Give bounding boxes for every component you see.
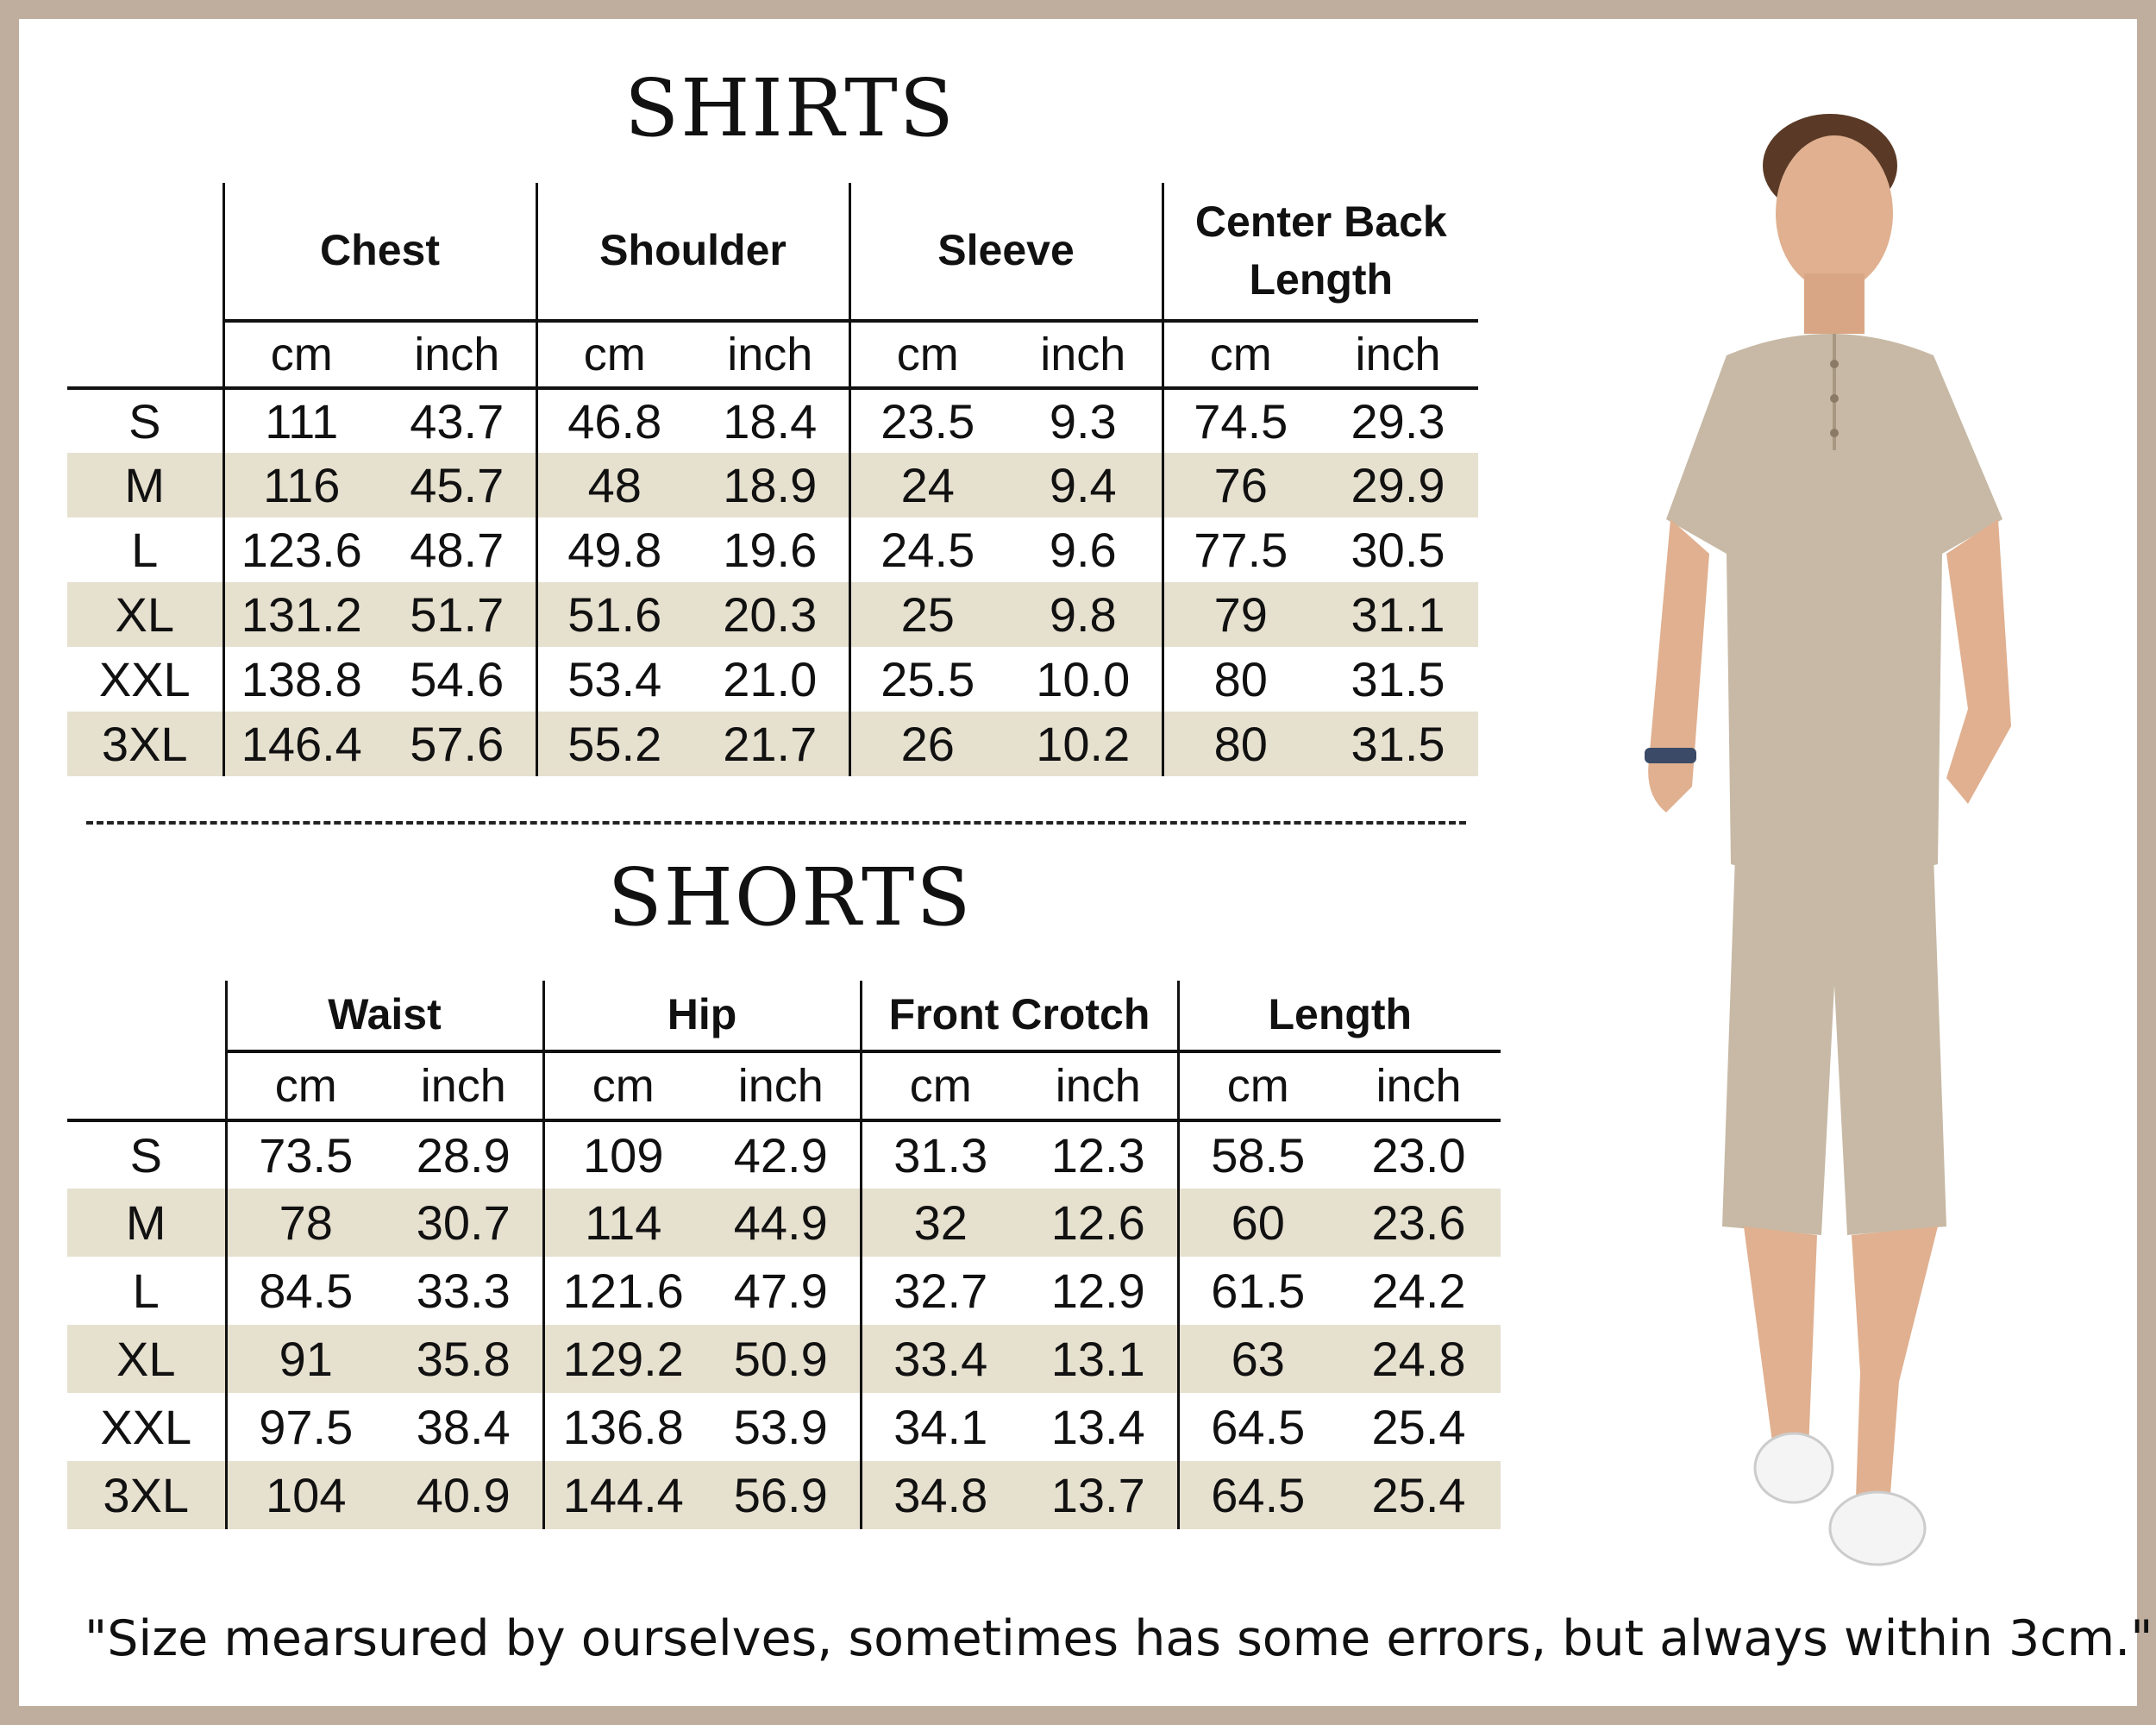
table-cell: 23.6 bbox=[1337, 1189, 1501, 1257]
size-label: XXL bbox=[98, 652, 191, 706]
table-cell: 84.5 bbox=[226, 1257, 385, 1325]
table-cell: 23.0 bbox=[1371, 1128, 1466, 1182]
shorts-size-table bbox=[67, 981, 1501, 1529]
table-cell: 97.5 bbox=[226, 1393, 385, 1461]
table-row bbox=[67, 1120, 1501, 1189]
table-cell: 9.4 bbox=[1005, 453, 1163, 518]
table-row bbox=[67, 1257, 1501, 1325]
unit-header: inch bbox=[1337, 1051, 1501, 1120]
size-label: 3XL bbox=[67, 712, 223, 776]
table-cell: 73.5 bbox=[226, 1120, 385, 1189]
shorts-title: SHORTS bbox=[607, 851, 973, 944]
table-row bbox=[67, 712, 1478, 776]
table-cell: 13.1 bbox=[1019, 1325, 1178, 1393]
model-figure bbox=[1645, 114, 2011, 1565]
shirts-title: SHIRTS bbox=[624, 62, 956, 154]
table-cell: 31.5 bbox=[1351, 652, 1445, 706]
table-cell: 109 bbox=[543, 1120, 702, 1189]
table-cell: 114 bbox=[543, 1189, 702, 1257]
table-cell: 38.4 bbox=[416, 1400, 511, 1454]
table-cell: 18.4 bbox=[723, 394, 818, 448]
column-group-header: Waist bbox=[226, 981, 543, 1051]
table-cell: 116 bbox=[223, 453, 379, 518]
table-cell: 51.6 bbox=[536, 582, 692, 647]
table-cell: 24.8 bbox=[1337, 1325, 1501, 1393]
table-cell: 10.2 bbox=[1005, 712, 1163, 776]
table-cell: 30.7 bbox=[385, 1189, 543, 1257]
table-cell: 91 bbox=[226, 1325, 385, 1393]
table-cell: 19.6 bbox=[723, 523, 818, 577]
unit-header: cm bbox=[1163, 321, 1318, 388]
table-cell: 21.0 bbox=[723, 652, 818, 706]
table-cell: 64.5 bbox=[1178, 1461, 1337, 1529]
table-cell: 49.8 bbox=[536, 518, 692, 582]
table-cell: 53.9 bbox=[733, 1400, 828, 1454]
table-cell: 13.4 bbox=[1050, 1400, 1145, 1454]
table-cell: 60 bbox=[1178, 1189, 1337, 1257]
unit-header: cm bbox=[536, 321, 692, 388]
table-row bbox=[67, 453, 1478, 518]
table-cell: 56.9 bbox=[702, 1461, 861, 1529]
table-cell: 33.4 bbox=[861, 1325, 1019, 1393]
table-cell: 31.1 bbox=[1318, 582, 1478, 647]
table-corner bbox=[67, 183, 223, 321]
table-cell: 20.3 bbox=[692, 582, 849, 647]
table-cell: 123.6 bbox=[223, 518, 379, 582]
table-row bbox=[67, 518, 1478, 582]
table-cell: 12.9 bbox=[1050, 1264, 1145, 1318]
table-row bbox=[67, 1461, 1501, 1529]
table-cell: 13.7 bbox=[1019, 1461, 1178, 1529]
size-label: S bbox=[128, 394, 161, 448]
table-cell: 121.6 bbox=[543, 1257, 702, 1325]
column-group-header: Center Back Length bbox=[1163, 183, 1478, 321]
table-cell: 34.8 bbox=[861, 1461, 1019, 1529]
table-cell: 12.3 bbox=[1050, 1128, 1145, 1182]
size-label: XL bbox=[67, 1325, 226, 1393]
table-cell: 63 bbox=[1178, 1325, 1337, 1393]
table-cell: 28.9 bbox=[416, 1128, 511, 1182]
table-cell: 80 bbox=[1163, 647, 1318, 712]
measurement-note: "Size mearsured by ourselves, sometimes has some errors, but always within 3cm." bbox=[85, 1610, 2153, 1667]
table-cell: 48 bbox=[536, 453, 692, 518]
unit-header: inch bbox=[692, 321, 849, 388]
table-cell: 111 bbox=[223, 388, 379, 453]
table-cell: 64.5 bbox=[1178, 1393, 1337, 1461]
unit-row-blank bbox=[67, 321, 223, 388]
table-cell: 29.3 bbox=[1351, 394, 1445, 448]
unit-header: cm bbox=[226, 1051, 385, 1120]
table-cell: 55.2 bbox=[536, 712, 692, 776]
table-cell: 104 bbox=[226, 1461, 385, 1529]
table-cell: 80 bbox=[1163, 712, 1318, 776]
column-group-header: Length bbox=[1178, 981, 1501, 1051]
table-cell: 30.5 bbox=[1351, 523, 1445, 577]
table-cell: 61.5 bbox=[1178, 1257, 1337, 1325]
table-cell: 32.7 bbox=[861, 1257, 1019, 1325]
table-cell: 24.5 bbox=[849, 518, 1005, 582]
table-cell: 48.7 bbox=[410, 523, 505, 577]
table-cell: 31.5 bbox=[1318, 712, 1478, 776]
table-cell: 136.8 bbox=[543, 1393, 702, 1461]
table-cell: 131.2 bbox=[223, 582, 379, 647]
unit-header: inch bbox=[1019, 1051, 1178, 1120]
table-cell: 29.9 bbox=[1318, 453, 1478, 518]
table-cell: 129.2 bbox=[543, 1325, 702, 1393]
column-group-header: Front Crotch bbox=[861, 981, 1178, 1051]
table-cell: 9.3 bbox=[1049, 394, 1117, 448]
unit-header: inch bbox=[702, 1051, 861, 1120]
table-cell: 26 bbox=[849, 712, 1005, 776]
unit-header: inch bbox=[379, 321, 536, 388]
table-row bbox=[67, 582, 1478, 647]
size-label: 3XL bbox=[67, 1461, 226, 1529]
shirts-size-table bbox=[67, 183, 1478, 776]
table-cell: 25 bbox=[849, 582, 1005, 647]
table-cell: 25.5 bbox=[849, 647, 1005, 712]
unit-header: cm bbox=[223, 321, 379, 388]
table-cell: 51.7 bbox=[379, 582, 536, 647]
size-label: M bbox=[67, 1189, 226, 1257]
column-group-header: Sleeve bbox=[849, 183, 1163, 321]
table-cell: 46.8 bbox=[536, 388, 692, 453]
table-cell: 31.3 bbox=[861, 1120, 1019, 1189]
table-row bbox=[67, 647, 1478, 712]
table-cell: 25.4 bbox=[1337, 1461, 1501, 1529]
table-row bbox=[67, 1325, 1501, 1393]
table-cell: 9.6 bbox=[1049, 523, 1117, 577]
table-cell: 74.5 bbox=[1163, 388, 1318, 453]
table-cell: 12.6 bbox=[1019, 1189, 1178, 1257]
column-group-header: Chest bbox=[223, 183, 536, 321]
size-chart-page bbox=[19, 19, 2153, 1706]
table-cell: 25.4 bbox=[1371, 1400, 1466, 1454]
table-row bbox=[67, 1393, 1501, 1461]
table-row bbox=[67, 1189, 1501, 1257]
table-cell: 77.5 bbox=[1163, 518, 1318, 582]
table-cell: 47.9 bbox=[733, 1264, 828, 1318]
size-label: L bbox=[131, 523, 159, 577]
table-cell: 54.6 bbox=[410, 652, 505, 706]
table-cell: 45.7 bbox=[379, 453, 536, 518]
table-cell: 76 bbox=[1163, 453, 1318, 518]
size-label: L bbox=[132, 1264, 160, 1318]
column-group-header: Shoulder bbox=[536, 183, 849, 321]
table-cell: 146.4 bbox=[223, 712, 379, 776]
size-label: M bbox=[67, 453, 223, 518]
unit-header: inch bbox=[1005, 321, 1163, 388]
table-cell: 21.7 bbox=[692, 712, 849, 776]
table-row bbox=[67, 388, 1478, 453]
table-cell: 79 bbox=[1163, 582, 1318, 647]
table-cell: 18.9 bbox=[692, 453, 849, 518]
unit-header: cm bbox=[543, 1051, 702, 1120]
table-corner bbox=[67, 981, 226, 1051]
unit-row-blank bbox=[67, 1051, 226, 1120]
table-cell: 57.6 bbox=[379, 712, 536, 776]
size-label: XXL bbox=[100, 1400, 192, 1454]
size-label: XL bbox=[67, 582, 223, 647]
unit-header: inch bbox=[1318, 321, 1478, 388]
unit-header: cm bbox=[1178, 1051, 1337, 1120]
table-cell: 9.8 bbox=[1005, 582, 1163, 647]
table-cell: 23.5 bbox=[849, 388, 1005, 453]
table-cell: 10.0 bbox=[1036, 652, 1131, 706]
table-cell: 24.2 bbox=[1371, 1264, 1466, 1318]
table-cell: 50.9 bbox=[702, 1325, 861, 1393]
unit-header: inch bbox=[385, 1051, 543, 1120]
table-cell: 43.7 bbox=[410, 394, 505, 448]
table-cell: 34.1 bbox=[861, 1393, 1019, 1461]
unit-header: cm bbox=[849, 321, 1005, 388]
table-cell: 138.8 bbox=[223, 647, 379, 712]
table-cell: 32 bbox=[861, 1189, 1019, 1257]
size-label: S bbox=[129, 1128, 162, 1182]
table-cell: 44.9 bbox=[702, 1189, 861, 1257]
column-group-header: Hip bbox=[543, 981, 861, 1051]
model-photo bbox=[1597, 105, 2063, 1589]
table-cell: 33.3 bbox=[416, 1264, 511, 1318]
table-cell: 24 bbox=[849, 453, 1005, 518]
table-cell: 58.5 bbox=[1178, 1120, 1337, 1189]
table-cell: 35.8 bbox=[385, 1325, 543, 1393]
section-divider bbox=[86, 821, 1466, 825]
table-cell: 53.4 bbox=[536, 647, 692, 712]
table-cell: 42.9 bbox=[733, 1128, 828, 1182]
table-cell: 78 bbox=[226, 1189, 385, 1257]
table-cell: 40.9 bbox=[385, 1461, 543, 1529]
table-cell: 144.4 bbox=[543, 1461, 702, 1529]
unit-header: cm bbox=[861, 1051, 1019, 1120]
